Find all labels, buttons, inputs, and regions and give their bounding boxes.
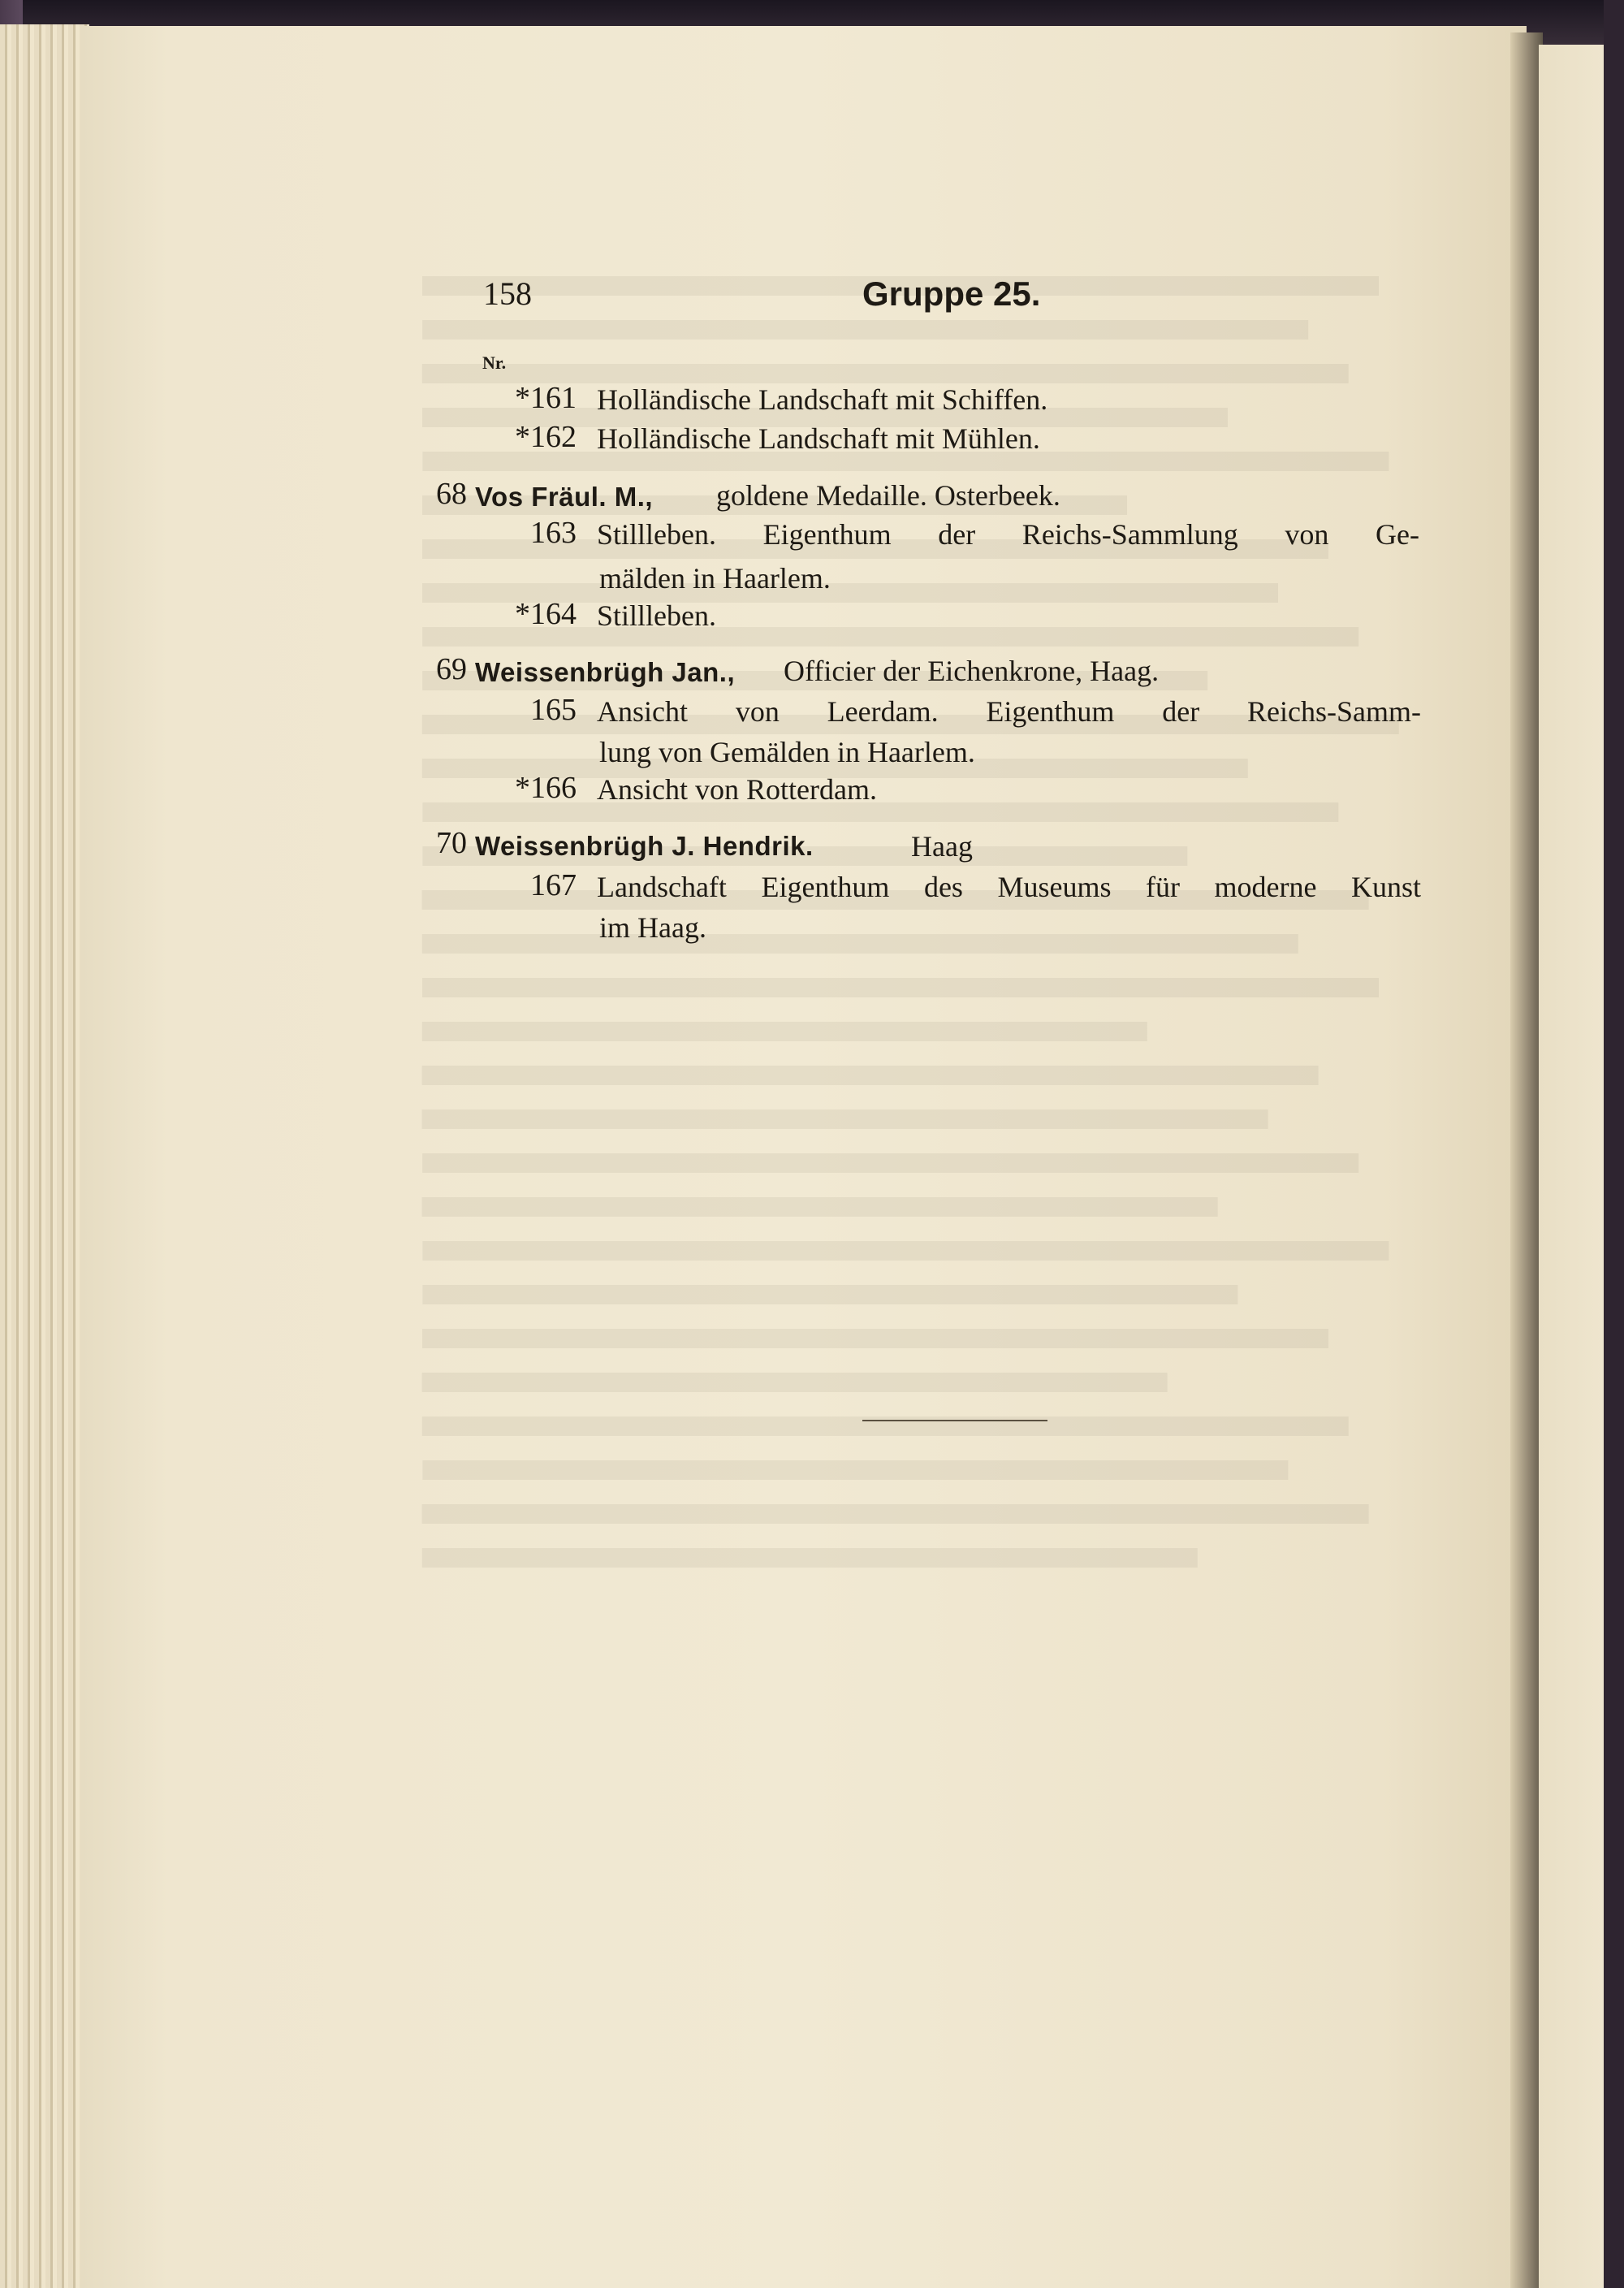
artist-number: 70 <box>436 826 467 860</box>
entry-number: 167 <box>530 868 577 902</box>
artist-detail: Officier der Eichenkrone, Haag. <box>784 655 1160 687</box>
book-cover-right <box>1604 0 1624 2288</box>
page-stack-edge <box>0 24 89 2288</box>
entry-text: Landschaft Eigenthum des Museums für moderne Kunst <box>597 871 1421 903</box>
entry-text: Holländische Landschaft mit Schiffen. <box>597 383 1048 416</box>
entry-number: *162 <box>515 420 577 454</box>
artist-number: 69 <box>436 652 467 686</box>
entry-text-continued: im Haag. <box>599 911 706 944</box>
entry-number: 163 <box>530 516 577 550</box>
entry-text: Stillleben. <box>597 599 716 632</box>
artist-detail: Haag <box>911 830 973 863</box>
artist-name: Weissenbrügh Jan., <box>475 657 736 687</box>
entry-text: Ansicht von Leerdam. Eigenthum der Reichs-Samm- <box>597 695 1421 728</box>
entry-text-continued: mälden in Haarlem. <box>599 562 831 595</box>
artist-name: Vos Fräul. M., <box>475 482 654 512</box>
entry-number: 165 <box>530 693 577 727</box>
page-heading: Gruppe 25. <box>862 275 1041 313</box>
number-column-label: Nr. <box>482 352 507 373</box>
artist-name: Weissenbrügh J. Hendrik. <box>475 831 814 861</box>
book-gutter <box>1510 32 1543 2288</box>
entry-number: *161 <box>515 381 577 415</box>
entry-number: *166 <box>515 771 577 805</box>
entry-text: Stillleben. Eigenthum der Reichs-Sammlung von Ge- <box>597 518 1419 551</box>
entry-number: *164 <box>515 597 577 631</box>
entry-text: Ansicht von Rotterdam. <box>597 773 877 806</box>
end-rule <box>862 1420 1047 1421</box>
entry-text: Holländische Landschaft mit Mühlen. <box>597 422 1040 455</box>
artist-number: 68 <box>436 477 467 511</box>
entry-text-continued: lung von Gemälden in Haarlem. <box>599 736 975 768</box>
page-number: 158 <box>483 275 532 312</box>
artist-detail: goldene Medaille. Osterbeek. <box>716 479 1060 512</box>
